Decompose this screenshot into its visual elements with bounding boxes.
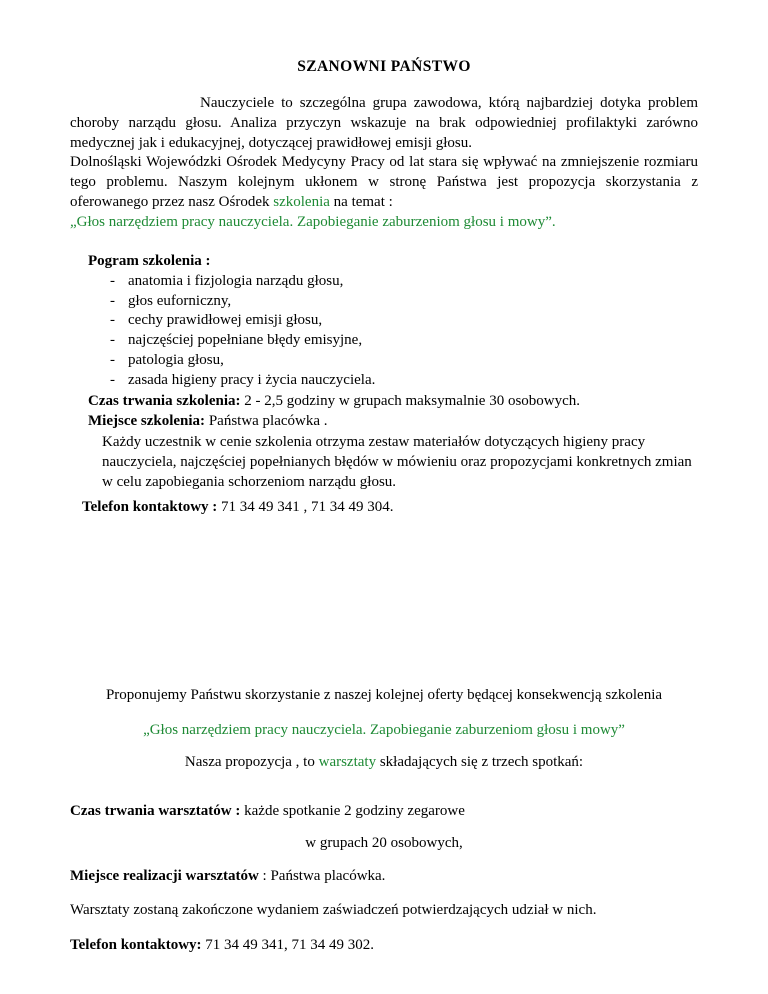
program-list — [88, 272, 698, 392]
intro-paragraph: Nauczyciele to szczególna grupa zawodowa, którą najbardziej dotyka problem choroby narządu głosu. Analiza przyczyn wskazuje na brak odpowiedniej profilaktyki zarówno medycznej jak i edukacyjnej, dotyczącej prawidłowej emisji głosu. — [70, 95, 698, 151]
gap — [70, 706, 698, 720]
training-duration-label: Czas trwania szkolenia: — [88, 393, 241, 410]
second-paragraph-post: na temat : — [329, 193, 393, 210]
program-heading: Pogram szkolenia : — [88, 252, 211, 269]
workshop-duration-label: Czas trwania warsztatów : — [70, 802, 241, 819]
training-duration — [88, 391, 698, 411]
list-item: - głos euforniczny, — [110, 292, 698, 312]
contact-phone-1-value: 71 34 49 341 , 71 34 49 304. — [217, 499, 394, 516]
training-place — [88, 411, 698, 431]
list-item: - cechy prawidłowej emisji głosu, — [110, 311, 698, 331]
gap — [70, 821, 698, 835]
contact-phone-1 — [82, 497, 698, 517]
gap — [70, 921, 698, 935]
contact-phone-2 — [70, 935, 698, 955]
list-item: - anatomia i fizjologia narządu głosu, — [110, 272, 698, 292]
certificates-line: Warsztaty zostaną zakończone wydaniem zaświadczeń potwierdzających udział w nich. — [70, 902, 597, 919]
gap — [70, 740, 698, 754]
list-item: - zasada higieny pracy i życia nauczyciela. — [110, 371, 698, 391]
proposal-pre: Nasza propozycja , to — [184, 753, 319, 770]
training-title: „Głos narzędziem pracy nauczyciela. Zapobieganie zaburzeniom głosu i mowy”. — [70, 213, 556, 230]
workshop-place-value: : Państwa placówka. — [258, 868, 386, 885]
training-duration-value: 2 - 2,5 godziny w grupach maksymalnie 30 osobowych. — [240, 393, 581, 410]
vertical-spacer — [70, 517, 698, 685]
materials-note: Każdy uczestnik w cenie szkolenia otrzyma zestaw materiałów dotyczących higieny pracy nauczyciela, najczęściej popełnianych błędów w mówieniu oraz propozycjami konkretnych zmian w celu zapobiegania schorzeniom narządu głosu. — [102, 434, 692, 491]
gap — [70, 771, 698, 801]
proposal-post: składających się z trzech spotkań: — [376, 753, 584, 770]
workshop-groups: w grupach 20 osobowych, — [305, 835, 463, 852]
second-paragraph-highlight: szkolenia — [273, 193, 330, 210]
workshop-place — [70, 866, 698, 886]
workshop-duration — [70, 801, 698, 821]
gap — [70, 852, 698, 866]
workshop-place-label: Miejsce realizacji warsztatów — [70, 868, 259, 885]
second-paragraph — [70, 153, 698, 212]
gap — [70, 886, 698, 900]
workshop-duration-value: każde spotkanie 2 godziny zegarowe — [240, 802, 465, 819]
program-block — [70, 253, 698, 518]
proposal-line — [70, 754, 698, 771]
offer-title: „Głos narzędziem pracy nauczyciela. Zapobieganie zaburzeniom głosu i mowy” — [143, 721, 625, 738]
offer-line: Proponujemy Państwu skorzystanie z naszej kolejnej oferty będącej konsekwencją szkolenia — [105, 687, 663, 704]
second-paragraph-pre: Dolnośląski Wojewódzki Ośrodek Medycyny Pracy od lat stara się wpływać na zmniejszenie rozmiaru tego problemu. Naszym kolejnym ukłonem w stronę Państwa jest propozycja skorzystania z oferowanego przez nasz Ośrodek — [70, 154, 698, 210]
training-place-label: Miejsce szkolenia: — [88, 413, 206, 430]
page-title: SZANOWNI PAŃSTWO — [297, 58, 471, 75]
contact-phone-1-label: Telefon kontaktowy : — [82, 499, 218, 516]
contact-phone-2-label: Telefon kontaktowy: — [70, 936, 202, 953]
proposal-highlight: warsztaty — [318, 753, 377, 770]
contact-phone-2-value: 71 34 49 341, 71 34 49 302. — [201, 936, 375, 953]
list-item: - patologia głosu, — [110, 351, 698, 371]
training-place-value: Państwa placówka . — [205, 413, 328, 430]
list-item: - najczęściej popełniane błędy emisyjne, — [110, 331, 698, 351]
